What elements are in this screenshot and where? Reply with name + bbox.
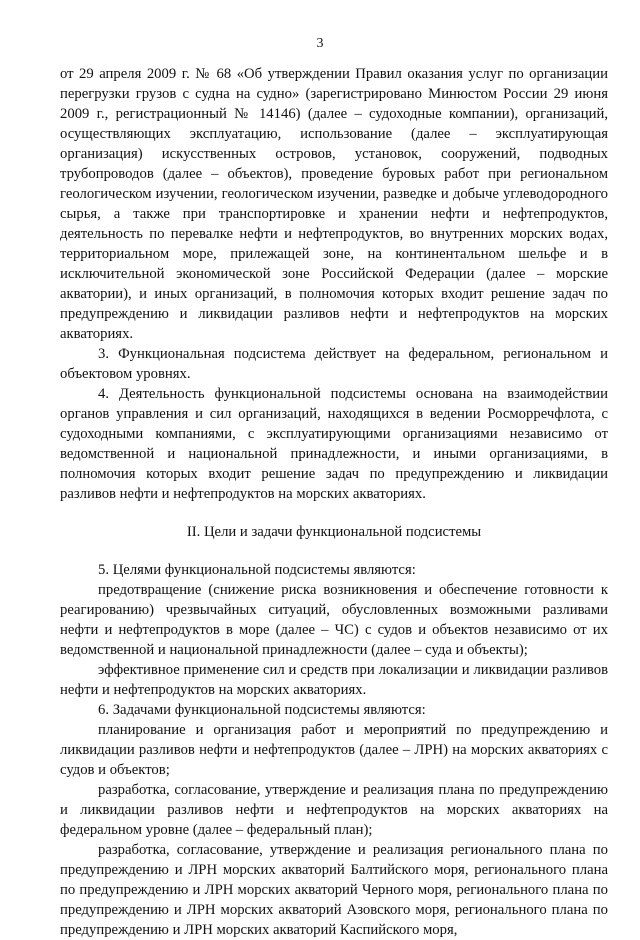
task-regional-plans: разработка, согласование, утверждение и реализация регионального плана по предупреждению и ЛРН морских акваторий Балтийского моря, регионального плана по предупреждению и ЛРН морских акваторий Черного моря, регионального плана по предупреждению и ЛРН морских акваторий Азовского моря, регионального плана по предупреждению и ЛРН морских акваторий Каспийского моря, [60, 842, 608, 938]
document-body [60, 64, 608, 940]
page-number: 3 [316, 36, 324, 51]
goal-prevention: предотвращение (снижение риска возникновения и обеспечение готовности к реагированию) чрезвычайных ситуаций, обусловленных возможными разливами нефти и нефтепродуктов в море (далее – ЧС) с судов и объектов независимо от их ведомственной и национальной принадлежности (далее – суда и объекты); [60, 582, 608, 658]
paragraph-4: 4. Деятельность функциональной подсистемы основана на взаимодействии органов управления и сил организаций, находящихся в ведении Росморречфлота, с судоходными компаниями, с эксплуатирующими организациями независимо от ведомственной и национальной принадлежности, и иными организациями, в полномочия которых входит решение задач по предупреждению и ликвидации разливов нефти и нефтепродуктов на морских акваториях. [60, 386, 608, 502]
paragraph-3: 3. Функциональная подсистема действует на федеральном, региональном и объектовом уровнях. [60, 346, 608, 382]
task-federal-plan: разработка, согласование, утверждение и реализация плана по предупреждению и ликвидации разливов нефти и нефтепродуктов на морских акваториях на федеральном уровне (далее – федеральный план); [60, 782, 608, 838]
task-planning: планирование и организация работ и мероприятий по предупреждению и ликвидации разливов нефти и нефтепродуктов (далее – ЛРН) на морских акваториях с судов и объектов; [60, 722, 608, 778]
goal-effective-use: эффективное применение сил и средств при локализации и ликвидации разливов нефти и нефтепродуктов на морских акваториях. [60, 662, 608, 698]
paragraph-continuation: от 29 апреля 2009 г. № 68 «Об утверждении Правил оказания услуг по организации перегрузки грузов с судна на судно» (зарегистрировано Минюстом России 29 июня 2009 г., регистрационный № 14146) (далее – судоходные компании), организаций, осуществляющих эксплуатацию, использование (далее – эксплуатирующая организация) искусственных островов, установок, сооружений, подводных трубопроводов (далее – объектов), проведение буровых работ при региональном геологическом изучении, геологическом изучении, разведке и добыче углеводородного сырья, а также при транспортировке и хранении нефти и нефтепродуктов, деятельность по перевалке нефти и нефтепродуктов, во внутренних морских водах, территориальном море, прилежащей зоне, на континентальном шельфе и в исключительной экономической зоне Российской Федерации (далее – морские акватории), и иных организаций, в полномочия которых входит решение задач по предупреждению и ликвидации разливов нефти и нефтепродуктов на морских акваториях. [60, 66, 608, 342]
paragraph-5: 5. Целями функциональной подсистемы являются: [98, 562, 416, 578]
section-heading: II. Цели и задачи функциональной подсистемы [186, 524, 482, 540]
paragraph-6: 6. Задачами функциональной подсистемы являются: [98, 702, 426, 718]
